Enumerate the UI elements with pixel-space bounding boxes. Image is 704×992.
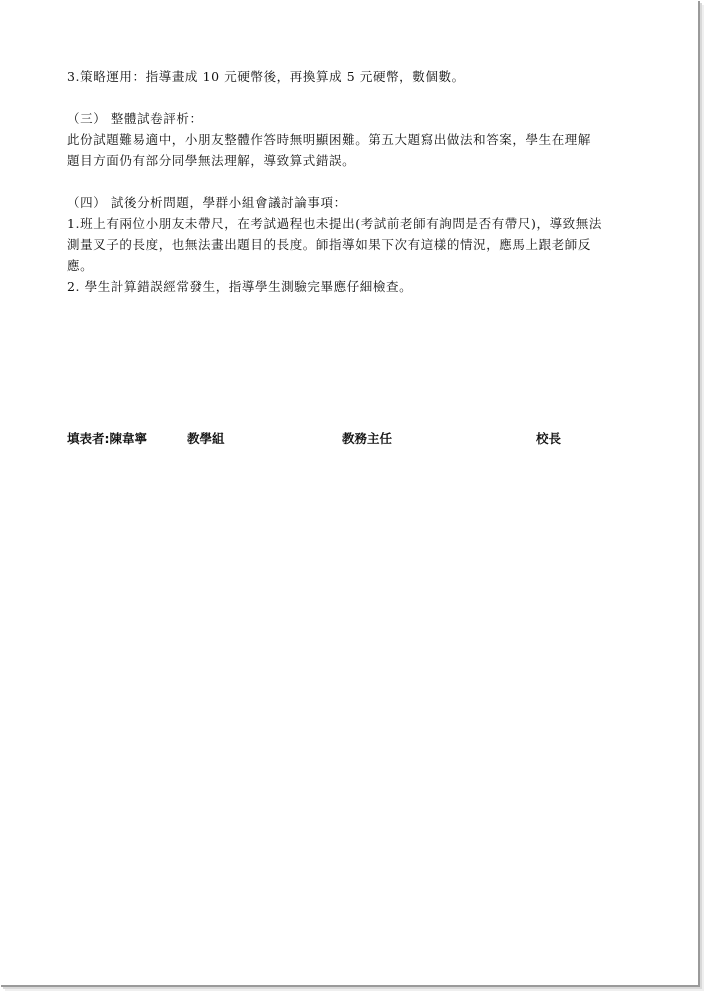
section-4-item-2: 2. 學生計算錯誤經常發生，指導學生測驗完畢應仔細檢查。 [67, 279, 413, 294]
signature-academic-director: 教務主任 [342, 431, 393, 446]
signature-principal: 校長 [536, 431, 562, 446]
section-4-heading: （四） 試後分析問題，學群小組會議討論事項： [67, 195, 347, 210]
section-4-item-1-line-2: 測量叉子的長度，也無法畫出題目的長度。師指導如果下次有這樣的情況，應馬上跟老師反 [67, 237, 592, 252]
section-3-heading: （三） 整體試卷評析： [67, 111, 203, 126]
document-page [1, 1, 700, 987]
signature-filler: 填表者:陳韋寧 [67, 431, 147, 446]
section-4-item-1-line-3: 應。 [67, 258, 94, 273]
section-4-item-1-line-1: 1.班上有兩位小朋友未帶尺，在考試過程也未提出(考試前老師有詢問是否有帶尺)，導致無法 [67, 216, 602, 231]
section-3-paragraph-line-1: 此份試題難易適中，小朋友整體作答時無明顯困難。第五大題寫出做法和答案，學生在理解 [67, 132, 592, 147]
signature-teaching-group: 教學組 [187, 431, 225, 446]
section-3-paragraph-line-2: 題目方面仍有部分同學無法理解，導致算式錯誤。 [67, 153, 356, 168]
strategy-line: 3.策略運用：指導畫成 10 元硬幣後，再換算成 5 元硬幣，數個數。 [67, 69, 465, 84]
